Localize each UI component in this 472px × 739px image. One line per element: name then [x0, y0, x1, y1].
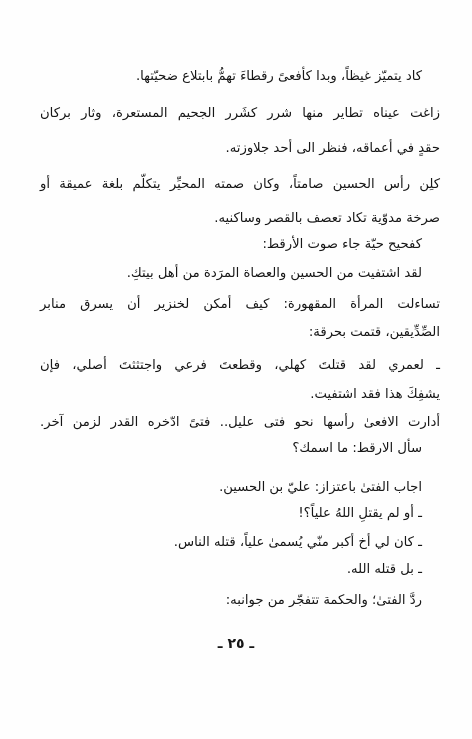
text-line: سأل الارقط: ما اسمك؟	[292, 441, 422, 456]
text-line: كفحيح حيّة جاء صوت الأرقط:	[262, 237, 422, 252]
text-line: لقد اشتفيت من الحسين والعصاة المرَدة من أهل بيتكِ.	[126, 266, 422, 281]
text-line: كاد يتميّز غيظاً، وبدا كأفعىً رقطاءَ تهمُّ بابتلاع ضحيّتها.	[135, 69, 422, 84]
text-line: صرخة مدوّية تكاد تعصف بالقصر وساكنيه.	[214, 211, 440, 226]
page-number: ـ ٢٥ ـ	[217, 636, 255, 652]
text-line: ـ أو لم يقتلِ اللهُ علياً؟!	[298, 506, 422, 521]
text-line: ردَّ الفتىٰ؛ والحكمة تتفجّر من جوانبه:	[225, 593, 422, 608]
text-line: كلِن رأس الحسين صامتاً، وكان صمته المحيِّر يتكلّم بلغة عميقة أو	[40, 177, 440, 192]
text-line: زاغت عيناه تطاير منها شرر كشَرر الجحيم المستعرة، وثار بركان	[40, 106, 440, 121]
text-line: الصِّدِّيقين، قتمت بحرقة:	[308, 325, 440, 340]
text-line: ـ لعمري لقد قتلتَ كهلي، وقطعتَ فرعي واجتثثتَ أصلي، فإن	[40, 358, 440, 373]
text-line: يشفِكَ هذا فقد اشتفيت.	[310, 387, 440, 402]
text-line: اجاب الفتىٰ باعتزاز: عليّ بن الحسين.	[219, 480, 422, 495]
text-line: ـ بل قتله الله.	[346, 562, 422, 577]
text-line: أدارت الافعىٰ رأسها نحو فتى عليل.. فتىً ادّخره القدر لزمن آخر.	[40, 415, 440, 430]
text-line: حقدٍ في أعماقه، فنظر الى أحد جلاوزته.	[225, 141, 440, 156]
text-line: ـ كان لي أخ أكبر منّي يُسمىٰ علياً، قتله الناس.	[173, 535, 422, 550]
text-line: تساءلت المرأة المقهورة: كيف أمكن لخنزير أن يسرق منابر	[40, 297, 440, 312]
